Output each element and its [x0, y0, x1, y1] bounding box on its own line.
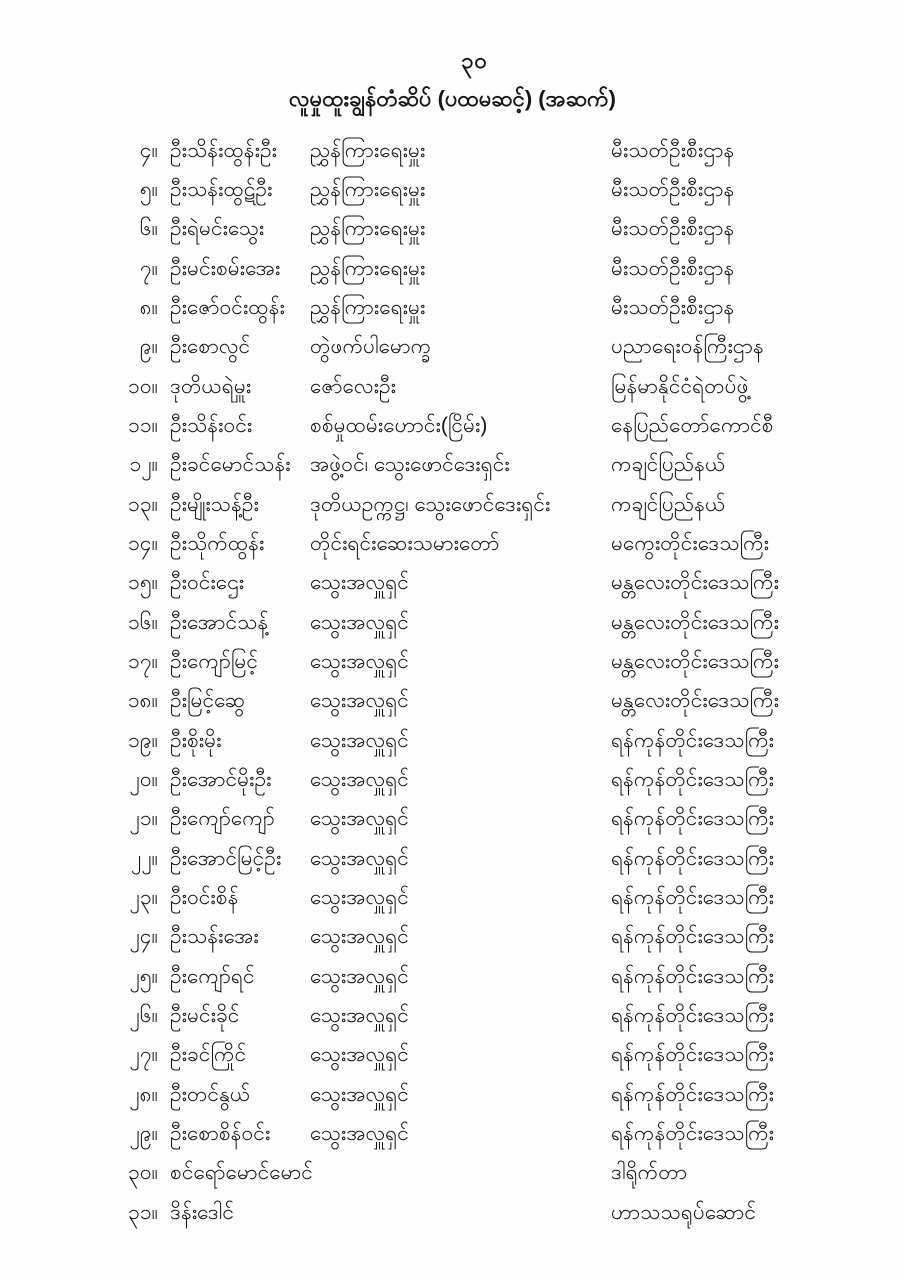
name-cell: ဦးဝင်းစိန် — [170, 885, 239, 909]
row-number: ၂၄။ — [129, 925, 158, 949]
row-number: ၁၅။ — [128, 571, 158, 595]
table-row — [0, 485, 905, 524]
name-cell: ဦးစိုးမိုး — [170, 728, 222, 752]
row-number: ၃၁။ — [128, 1200, 158, 1224]
organization-cell: ဒါရိုက်တာ — [611, 1161, 688, 1185]
document-title: လူမှုထူးချွန်တံဆိပ် (ပထမဆင့်) (အဆက်) — [289, 86, 616, 111]
row-number: ၂၃။ — [129, 885, 158, 909]
organization-cell: ရန်ကုန်တိုင်းဒေသကြီး — [611, 1003, 775, 1027]
position-cell: သွေးအလှူရှင် — [310, 610, 409, 634]
row-number: ၁၇။ — [128, 649, 158, 673]
organization-cell: မီးသတ်ဦးစီးဌာန — [611, 217, 735, 241]
organization-cell: ရန်ကုန်တိုင်းဒေသကြီး — [611, 846, 775, 870]
name-cell: ဦးကျော်ရင် — [170, 964, 255, 988]
table-row — [0, 1036, 905, 1075]
row-number: ၂၉။ — [129, 1121, 158, 1145]
organization-cell: ကချင်ပြည်နယ် — [611, 453, 726, 477]
position-cell: သွေးအလှူရှင် — [310, 1003, 409, 1027]
organization-cell: မန္တလေးတိုင်းဒေသကြီး — [611, 571, 779, 595]
row-number: ၄။ — [139, 138, 158, 162]
organization-cell: ပညာရေးဝန်ကြီးဌာန — [611, 335, 764, 359]
row-number: ၂၇။ — [129, 1043, 158, 1067]
table-row — [0, 288, 905, 327]
table-row — [0, 1075, 905, 1114]
organization-cell: ရန်ကုန်တိုင်းဒေသကြီး — [611, 767, 775, 791]
position-cell: ညွှန်ကြားရေးမှူး — [310, 256, 426, 280]
name-cell: ဦးသန်းအေး — [170, 925, 259, 949]
name-cell: စင်ရော်မောင်မောင် — [170, 1161, 313, 1185]
table-row — [0, 603, 905, 642]
row-number: ၁၀။ — [128, 374, 158, 398]
row-number: ၂၆။ — [129, 1003, 158, 1027]
table-row — [0, 210, 905, 249]
table-row — [0, 996, 905, 1035]
position-cell: သွေးအလှူရှင် — [310, 925, 409, 949]
table-row — [0, 328, 905, 367]
table-row — [0, 170, 905, 209]
position-cell: သွေးအလှူရှင် — [310, 964, 409, 988]
organization-cell: မန္တလေးတိုင်းဒေသကြီး — [611, 649, 779, 673]
name-cell: ဦးဇော်ဝင်းထွန်း — [170, 295, 285, 319]
table-row — [0, 1114, 905, 1153]
row-number: ၁၄။ — [128, 531, 158, 555]
table-row — [0, 800, 905, 839]
name-cell: ဦးစောလွင် — [170, 335, 251, 359]
position-cell: သွေးအလှူရှင် — [310, 571, 409, 595]
row-number: ၁၁။ — [128, 413, 158, 437]
table-row — [0, 406, 905, 445]
organization-cell: မန္တလေးတိုင်းဒေသကြီး — [611, 610, 779, 634]
row-number: ၃၀။ — [128, 1161, 158, 1185]
position-cell: ညွှန်ကြားရေးမှူး — [310, 138, 426, 162]
name-cell: ဦးတင်နွယ် — [170, 1082, 251, 1106]
name-cell: ဦးခင်ကြိုင် — [170, 1043, 247, 1067]
row-number: ၁၃။ — [128, 492, 158, 516]
position-cell: အဖွဲ့ဝင်၊ သွေးဖောင်ဒေးရှင်း — [310, 453, 510, 477]
name-cell: ဒိန်းဒေါင် — [170, 1200, 234, 1224]
organization-cell: မီးသတ်ဦးစီးဌာန — [611, 138, 735, 162]
row-number: ၇။ — [139, 256, 158, 280]
name-cell: ဦးစောစိန်ဝင်း — [170, 1121, 271, 1145]
organization-cell: ရန်ကုန်တိုင်းဒေသကြီး — [611, 807, 775, 831]
table-row — [0, 446, 905, 485]
organization-cell: မြန်မာနိုင်ငံရဲတပ်ဖွဲ့ — [611, 374, 749, 398]
position-cell: စစ်မှုထမ်းဟောင်း(ငြိမ်း) — [310, 413, 488, 437]
name-cell: ဦးဝင်းဌေး — [170, 571, 245, 595]
table-row — [0, 682, 905, 721]
row-number: ၁၈။ — [127, 689, 158, 713]
position-cell: သွေးအလှူရှင် — [310, 885, 409, 909]
row-number: ၅။ — [139, 177, 158, 201]
organization-cell: ရန်ကုန်တိုင်းဒေသကြီး — [611, 885, 775, 909]
table-row — [0, 131, 905, 170]
organization-cell: နေပြည်တော်ကောင်စီ — [611, 413, 774, 437]
name-cell: ဦးသိုက်ထွန်း — [170, 531, 265, 555]
name-cell: ဦးအောင်မြင့်ဦး — [170, 846, 282, 870]
row-number: ၂၂။ — [131, 846, 158, 870]
row-number: ၆။ — [139, 217, 158, 241]
position-cell: သွေးအလှူရှင် — [310, 728, 409, 752]
page-number: ၃၀ — [461, 48, 488, 73]
table-row — [0, 1154, 905, 1193]
position-cell: ဇော်လေးဦး — [310, 374, 396, 398]
table-row — [0, 564, 905, 603]
name-cell: ဦးကျော်ကျော် — [170, 807, 275, 831]
table-row — [0, 249, 905, 288]
organization-cell: ရန်ကုန်တိုင်းဒေသကြီး — [611, 728, 775, 752]
name-cell: ဦးရဲမင်းသွေး — [170, 217, 265, 241]
name-cell: ဦးအောင်မိုးဦး — [170, 767, 272, 791]
organization-cell: မီးသတ်ဦးစီးဌာန — [611, 177, 735, 201]
position-cell: သွေးအလှူရှင် — [310, 1121, 409, 1145]
organization-cell: ရန်ကုန်တိုင်းဒေသကြီး — [611, 1043, 775, 1067]
table-row — [0, 760, 905, 799]
organization-cell: ကချင်ပြည်နယ် — [611, 492, 726, 516]
organization-cell: မန္တလေးတိုင်းဒေသကြီး — [611, 689, 779, 713]
position-cell: ညွှန်ကြားရေးမှူး — [310, 217, 426, 241]
position-cell: သွေးအလှူရှင် — [310, 649, 409, 673]
name-cell: ဦးသိန်းဝင်း — [170, 413, 253, 437]
organization-cell: ရန်ကုန်တိုင်းဒေသကြီး — [611, 1121, 775, 1145]
table-row — [0, 878, 905, 917]
name-cell: ဦးမင်းခိုင် — [170, 1003, 240, 1027]
position-cell: ဒုတိယဥက္ကဋ္ဌ၊ သွေးဖောင်ဒေးရှင်း — [310, 492, 551, 516]
table-row — [0, 1193, 905, 1232]
position-cell: ညွှန်ကြားရေးမှူး — [310, 177, 426, 201]
row-number: ၈။ — [139, 295, 158, 319]
organization-cell: ဟာသသရုပ်ဆောင် — [611, 1200, 756, 1224]
row-number: ၁၉။ — [128, 728, 158, 752]
position-cell: ညွှန်ကြားရေးမှူး — [310, 295, 426, 319]
position-cell: သွေးအလှူရှင် — [310, 767, 409, 791]
name-cell: ဦးမြင့်ဆွေ — [170, 689, 246, 713]
position-cell: တွဲဖက်ပါမောက္ခ — [310, 335, 432, 359]
name-cell: ဦးသန်းထွဋ်ဦး — [170, 177, 273, 201]
organization-cell: ရန်ကုန်တိုင်းဒေသကြီး — [611, 964, 775, 988]
name-cell: ဒုတိယရဲမှူး — [170, 374, 252, 398]
name-cell: ဦးမင်းစမ်းအေး — [170, 256, 281, 280]
table-row — [0, 367, 905, 406]
row-number: ၂၀။ — [129, 767, 158, 791]
position-cell: သွေးအလှူရှင် — [310, 807, 409, 831]
organization-cell: မီးသတ်ဦးစီးဌာန — [611, 295, 735, 319]
table-row — [0, 839, 905, 878]
position-cell: သွေးအလှူရှင် — [310, 1082, 409, 1106]
name-cell: ဦးအောင်သန့် — [170, 610, 269, 634]
organization-cell: မီးသတ်ဦးစီးဌာန — [611, 256, 735, 280]
row-number: ၂၈။ — [129, 1082, 158, 1106]
table-row — [0, 721, 905, 760]
name-cell: ဦးခင်မောင်သန်း — [170, 453, 291, 477]
name-cell: ဦးသိန်းထွန်းဦး — [170, 138, 277, 162]
table-row — [0, 918, 905, 957]
table-row — [0, 642, 905, 681]
row-number: ၉။ — [139, 335, 158, 359]
roster-table — [0, 131, 905, 1232]
name-cell: ဦးမျိုးသန့်ဦး — [170, 492, 259, 516]
row-number: ၂၁။ — [129, 807, 158, 831]
table-row — [0, 524, 905, 563]
position-cell: တိုင်းရင်းဆေးသမားတော် — [310, 531, 500, 555]
organization-cell: မကွေးတိုင်းဒေသကြီး — [611, 531, 769, 555]
row-number: ၁၆။ — [128, 610, 158, 634]
organization-cell: ရန်ကုန်တိုင်းဒေသကြီး — [611, 1082, 775, 1106]
table-row — [0, 957, 905, 996]
row-number: ၂၅။ — [129, 964, 158, 988]
position-cell: သွေးအလှူရှင် — [310, 689, 409, 713]
position-cell: သွေးအလှူရှင် — [310, 1043, 409, 1067]
position-cell: သွေးအလှူရှင် — [310, 846, 409, 870]
organization-cell: ရန်ကုန်တိုင်းဒေသကြီး — [611, 925, 775, 949]
row-number: ၁၂။ — [129, 453, 158, 477]
name-cell: ဦးကျော်မြင့် — [170, 649, 259, 673]
